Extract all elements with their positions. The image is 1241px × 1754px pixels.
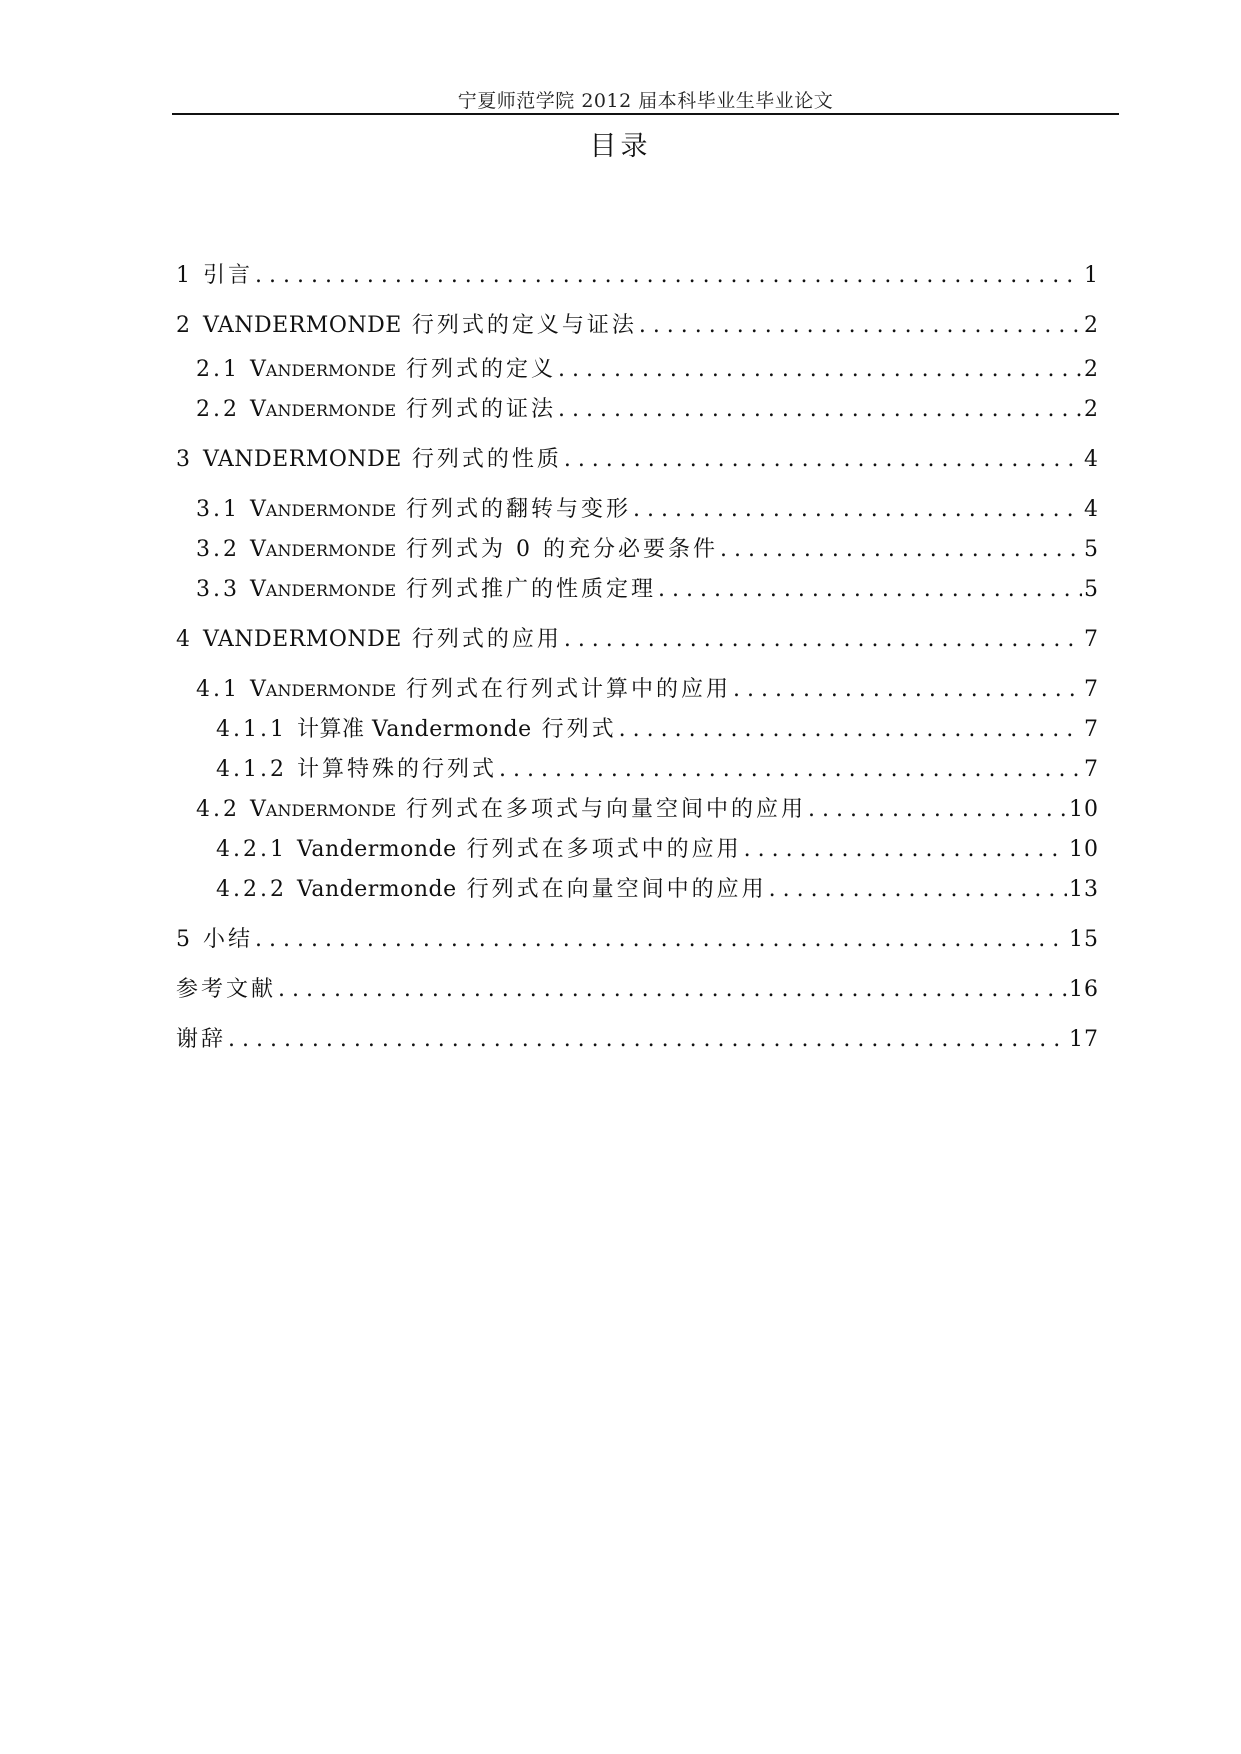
toc-entry-prefix: Vandermonde [296, 837, 457, 862]
toc-entry-number: 1 [176, 263, 193, 288]
toc-entry-smallcaps-initial: V [250, 677, 266, 702]
toc-entry-prefix: VANDERMONDE [203, 447, 402, 472]
toc-entry-smallcaps-initial: V [250, 537, 266, 562]
toc-entry-page-number: 1 [1084, 263, 1099, 288]
toc-entry[interactable] [196, 536, 1099, 565]
dot-leader [733, 676, 1082, 704]
toc-entry-label [216, 836, 742, 864]
toc-entry-page-number: 4 [1084, 447, 1099, 472]
toc-entry-label [176, 626, 562, 654]
toc-entry-label [176, 1026, 226, 1054]
toc-entry-page-number: 2 [1084, 357, 1099, 382]
toc-entry-prefix: VANDERMONDE [203, 627, 402, 652]
toc-entry-title: 行列式的应用 [411, 627, 562, 652]
toc-entry-smallcaps-initial: V [250, 797, 266, 822]
dot-leader [633, 496, 1082, 524]
toc-entry-smallcaps-initial: V [250, 357, 266, 382]
toc-entry-label [216, 876, 767, 904]
toc-entry[interactable] [176, 626, 1099, 654]
toc-entry[interactable] [216, 756, 1099, 784]
toc-entry-number: 4.1.2 [216, 757, 287, 782]
toc-entry-title: 小结 [203, 927, 254, 952]
dot-leader [564, 446, 1082, 474]
toc-entry-title: 引言 [203, 263, 254, 288]
toc-entry-smallcaps-rest: ANDERMONDE [265, 541, 397, 560]
dot-leader [499, 756, 1082, 784]
toc-entry-label [196, 676, 731, 705]
toc-entry-number: 3.2 [196, 537, 240, 562]
toc-entry-page-number: 2 [1084, 313, 1099, 338]
dot-leader [658, 576, 1082, 604]
toc-entry-number: 2.2 [196, 397, 240, 422]
toc-entry-label [176, 976, 276, 1004]
toc-entry-label [176, 446, 562, 474]
toc-entry-prefix: VANDERMONDE [203, 313, 402, 338]
toc-entry-number: 5 [176, 927, 193, 952]
dot-leader [720, 536, 1082, 564]
toc-entry-smallcaps-initial: V [250, 497, 266, 522]
toc-entry-label [176, 312, 637, 340]
toc-entry-title: 行列式的证法 [406, 397, 557, 422]
toc-entry[interactable] [216, 716, 1099, 744]
toc-entry-page-number: 13 [1069, 877, 1099, 902]
toc-entry-page-number: 7 [1084, 717, 1099, 742]
toc-entry-number: 4.1.1 [216, 717, 287, 742]
toc-entry-number: 2.1 [196, 357, 240, 382]
toc-entry-title: 行列式在向量空间中的应用 [466, 877, 767, 902]
dot-leader [278, 976, 1067, 1004]
toc-entry-title: 计算特殊的行列式 [296, 757, 497, 782]
toc-entry-smallcaps-initial: V [250, 577, 266, 602]
toc-entry-title: 行列式的性质 [411, 447, 562, 472]
toc-entry-label [216, 756, 497, 784]
toc-entry-prefix: Vandermonde [296, 877, 457, 902]
toc-entry-label [196, 576, 656, 605]
toc-entry[interactable] [176, 1026, 1099, 1054]
toc-entry-number: 4 [176, 627, 193, 652]
toc-entry-number: 4.2 [196, 797, 240, 822]
toc-entry[interactable] [216, 836, 1099, 864]
toc-entry-smallcaps-rest: ANDERMONDE [265, 401, 397, 420]
toc-entry-title: 行列式 [541, 717, 617, 742]
toc-entry-smallcaps-rest: ANDERMONDE [265, 361, 397, 380]
toc-entry-label [196, 496, 631, 525]
toc-entry-title: 行列式的定义与证法 [411, 313, 637, 338]
toc-entry-number: 3.3 [196, 577, 240, 602]
toc-entry-title: 行列式的定义 [406, 357, 557, 382]
toc-entry-number: 4.1 [196, 677, 240, 702]
toc-entry-prefix: 计算准 Vandermonde [296, 717, 532, 742]
toc-entry-page-number: 16 [1069, 977, 1099, 1002]
toc-entry-label [216, 716, 617, 744]
page-title: 目录 [589, 131, 652, 162]
dot-leader [639, 312, 1082, 340]
toc-entry[interactable] [196, 676, 1099, 705]
toc-entry-title: 参考文献 [176, 977, 277, 1002]
toc-entry-number: 4.2.2 [216, 877, 287, 902]
header-rule [172, 113, 1119, 115]
toc-entry[interactable] [176, 312, 1099, 340]
toc-entry[interactable] [196, 356, 1099, 385]
dot-leader [744, 836, 1067, 864]
toc-entry-smallcaps-rest: ANDERMONDE [265, 581, 397, 600]
toc-entry[interactable] [176, 926, 1099, 954]
toc-entry-number: 2 [176, 313, 193, 338]
toc-entry[interactable] [196, 396, 1099, 425]
toc-entry-smallcaps-rest: ANDERMONDE [265, 681, 397, 700]
toc-entry-title: 谢辞 [176, 1027, 227, 1052]
toc-entry-smallcaps-rest: ANDERMONDE [265, 801, 397, 820]
running-header: 宁夏师范学院 2012 届本科毕业生毕业论文 [457, 90, 834, 112]
dot-leader [228, 1026, 1067, 1054]
toc-entry-label [176, 262, 253, 290]
dot-leader [564, 626, 1082, 654]
dot-leader [255, 262, 1082, 290]
toc-entry[interactable] [216, 876, 1099, 904]
toc-entry-number: 4.2.1 [216, 837, 287, 862]
toc-entry-smallcaps-initial: V [250, 397, 266, 422]
dot-leader [769, 876, 1067, 904]
dot-leader [558, 396, 1082, 424]
toc-entry-page-number: 5 [1084, 577, 1099, 602]
toc-entry[interactable] [176, 976, 1099, 1004]
toc-entry-label [196, 356, 556, 385]
toc-entry-label [196, 396, 556, 425]
toc-entry-page-number: 4 [1084, 497, 1099, 522]
toc-entry-page-number: 7 [1084, 757, 1099, 782]
toc-entry-title: 行列式在多项式中的应用 [466, 837, 742, 862]
toc-entry[interactable] [176, 262, 1099, 290]
toc-entry-page-number: 7 [1084, 627, 1099, 652]
toc-entry-page-number: 10 [1069, 837, 1099, 862]
toc-entry-title: 行列式在多项式与向量空间中的应用 [406, 797, 807, 822]
toc-entry-label [176, 926, 253, 954]
toc-entry[interactable] [196, 496, 1099, 525]
toc-entry[interactable] [196, 576, 1099, 605]
toc-entry-page-number: 7 [1084, 677, 1099, 702]
toc-entry-title: 行列式的翻转与变形 [406, 497, 632, 522]
dot-leader [619, 716, 1082, 744]
toc-entry-title: 行列式在行列式计算中的应用 [406, 677, 732, 702]
toc-entry-smallcaps-rest: ANDERMONDE [265, 501, 397, 520]
toc-entry-title: 行列式为 0 的充分必要条件 [406, 537, 718, 562]
toc-entry-page-number: 5 [1084, 537, 1099, 562]
toc-entry-page-number: 17 [1069, 1027, 1099, 1052]
dot-leader [255, 926, 1067, 954]
toc-entry-page-number: 15 [1069, 927, 1099, 952]
toc-entry-label [196, 796, 806, 825]
toc-entry-page-number: 2 [1084, 397, 1099, 422]
toc-entry-number: 3 [176, 447, 193, 472]
toc-entry-label [196, 536, 718, 565]
dot-leader [808, 796, 1067, 824]
toc-entry-title: 行列式推广的性质定理 [406, 577, 657, 602]
toc-entry[interactable] [176, 446, 1099, 474]
dot-leader [558, 356, 1082, 384]
toc-entry[interactable] [196, 796, 1099, 825]
toc-entry-number: 3.1 [196, 497, 240, 522]
toc-entry-page-number: 10 [1069, 797, 1099, 822]
